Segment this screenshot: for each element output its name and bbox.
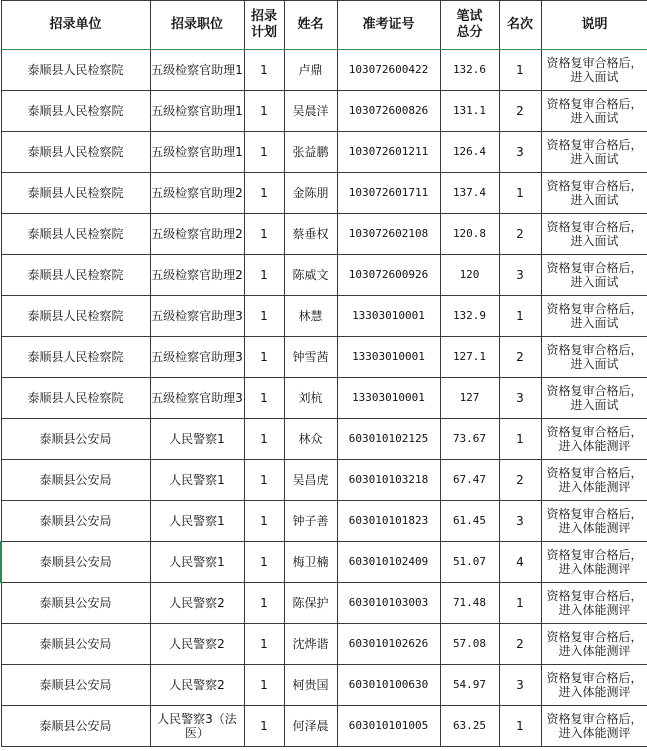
cell-plan: 1 — [244, 460, 284, 501]
cell-plan: 1 — [244, 665, 284, 706]
header-score — [440, 1, 499, 50]
cell-plan: 1 — [244, 542, 284, 583]
cell-score: 51.07 — [440, 542, 499, 583]
cell-note: 资格复审合格后，进入面试 — [541, 337, 647, 378]
table-row — [1, 91, 647, 132]
cell-score: 120 — [440, 255, 499, 296]
cell-name: 陈威文 — [284, 255, 337, 296]
cell-rank: 2 — [499, 624, 541, 665]
cell-note: 资格复审合格后，进入体能测评 — [541, 501, 647, 542]
cell-rank: 1 — [499, 419, 541, 460]
cell-note: 资格复审合格后，进入面试 — [541, 50, 647, 91]
cell-score: 67.47 — [440, 460, 499, 501]
table-row — [1, 501, 647, 542]
cell-exam-no: 603010102125 — [337, 419, 440, 460]
cell-name: 吴晨洋 — [284, 91, 337, 132]
table-row — [1, 132, 647, 173]
cell-plan: 1 — [244, 173, 284, 214]
cell-exam-no: 103072601711 — [337, 173, 440, 214]
cell-name: 林众 — [284, 419, 337, 460]
cell-name: 何泽晨 — [284, 706, 337, 747]
cell-plan: 1 — [244, 91, 284, 132]
cell-plan: 1 — [244, 50, 284, 91]
cell-score: 131.1 — [440, 91, 499, 132]
cell-exam-no: 603010101005 — [337, 706, 440, 747]
cell-name: 柯贵国 — [284, 665, 337, 706]
cell-exam-no: 603010101823 — [337, 501, 440, 542]
cell-unit: 泰顺县人民检察院 — [1, 50, 150, 91]
cell-exam-no: 13303010001 — [337, 378, 440, 419]
cell-plan: 1 — [244, 501, 284, 542]
cell-rank: 1 — [499, 706, 541, 747]
cell-note: 资格复审合格后，进入体能测评 — [541, 460, 647, 501]
cell-note: 资格复审合格后，进入面试 — [541, 91, 647, 132]
cell-score: 57.08 — [440, 624, 499, 665]
cell-exam-no: 103072600926 — [337, 255, 440, 296]
cell-note: 资格复审合格后，进入面试 — [541, 255, 647, 296]
table-row — [1, 214, 647, 255]
cell-position: 人民警察2 — [150, 583, 244, 624]
cell-rank: 2 — [499, 91, 541, 132]
cell-exam-no: 103072602108 — [337, 214, 440, 255]
cell-name: 吴昌虎 — [284, 460, 337, 501]
cell-score: 132.6 — [440, 50, 499, 91]
header-unit: 招录单位 — [1, 1, 150, 50]
cell-unit: 泰顺县公安局 — [1, 460, 150, 501]
cell-score: 132.9 — [440, 296, 499, 337]
cell-note: 资格复审合格后，进入体能测评 — [541, 665, 647, 706]
cell-position: 人民警察3（法医） — [150, 706, 244, 747]
cell-exam-no: 603010102626 — [337, 624, 440, 665]
table-row — [1, 583, 647, 624]
table-row — [1, 419, 647, 460]
cell-rank: 3 — [499, 501, 541, 542]
cell-rank: 3 — [499, 132, 541, 173]
table-row — [1, 542, 647, 583]
cell-name: 刘杭 — [284, 378, 337, 419]
cell-name: 蔡垂权 — [284, 214, 337, 255]
cell-name: 钟雪茜 — [284, 337, 337, 378]
cell-exam-no: 103072600826 — [337, 91, 440, 132]
cell-score: 61.45 — [440, 501, 499, 542]
cell-plan: 1 — [244, 255, 284, 296]
cell-plan: 1 — [244, 419, 284, 460]
table-row — [1, 337, 647, 378]
cell-exam-no: 603010103003 — [337, 583, 440, 624]
cell-exam-no: 603010102409 — [337, 542, 440, 583]
cell-note: 资格复审合格后，进入面试 — [541, 132, 647, 173]
cell-unit: 泰顺县公安局 — [1, 542, 150, 583]
cell-note: 资格复审合格后，进入体能测评 — [541, 583, 647, 624]
cell-rank: 3 — [499, 378, 541, 419]
header-plan — [244, 1, 284, 50]
cell-exam-no: 603010100630 — [337, 665, 440, 706]
cell-exam-no: 13303010001 — [337, 296, 440, 337]
cell-rank: 4 — [499, 542, 541, 583]
cell-rank: 1 — [499, 173, 541, 214]
cell-unit: 泰顺县人民检察院 — [1, 255, 150, 296]
cell-position: 五级检察官助理1 — [150, 91, 244, 132]
cell-unit: 泰顺县公安局 — [1, 501, 150, 542]
cell-plan: 1 — [244, 337, 284, 378]
cell-note: 资格复审合格后，进入体能测评 — [541, 706, 647, 747]
cell-score: 71.48 — [440, 583, 499, 624]
cell-position: 人民警察2 — [150, 665, 244, 706]
cell-position: 五级检察官助理3 — [150, 378, 244, 419]
table-row — [1, 706, 647, 747]
header-name: 姓名 — [284, 1, 337, 50]
header-note: 说明 — [541, 1, 647, 50]
cell-exam-no: 603010103218 — [337, 460, 440, 501]
cell-rank: 2 — [499, 337, 541, 378]
cell-note: 资格复审合格后，进入面试 — [541, 214, 647, 255]
cell-unit: 泰顺县人民检察院 — [1, 173, 150, 214]
cell-position: 人民警察1 — [150, 542, 244, 583]
cell-name: 卢鼎 — [284, 50, 337, 91]
table-row — [1, 378, 647, 419]
cell-plan: 1 — [244, 378, 284, 419]
cell-rank: 3 — [499, 665, 541, 706]
cell-name: 林慧 — [284, 296, 337, 337]
cell-name: 张益鹏 — [284, 132, 337, 173]
cell-position: 人民警察1 — [150, 419, 244, 460]
header-score-text: 笔试总分 — [456, 9, 483, 40]
cell-rank: 1 — [499, 296, 541, 337]
cell-score: 127.1 — [440, 337, 499, 378]
cell-score: 63.25 — [440, 706, 499, 747]
cell-position: 五级检察官助理2 — [150, 255, 244, 296]
cell-note: 资格复审合格后，进入体能测评 — [541, 542, 647, 583]
cell-unit: 泰顺县人民检察院 — [1, 91, 150, 132]
table-row — [1, 460, 647, 501]
cell-position: 五级检察官助理1 — [150, 50, 244, 91]
cell-score: 120.8 — [440, 214, 499, 255]
cell-rank: 2 — [499, 214, 541, 255]
cell-plan: 1 — [244, 214, 284, 255]
cell-plan: 1 — [244, 132, 284, 173]
cell-exam-no: 103072600422 — [337, 50, 440, 91]
header-plan-text: 招录计划 — [250, 9, 277, 40]
cell-rank: 3 — [499, 255, 541, 296]
table-row — [1, 255, 647, 296]
cell-note: 资格复审合格后，进入体能测评 — [541, 624, 647, 665]
cell-note: 资格复审合格后，进入面试 — [541, 173, 647, 214]
cell-position: 五级检察官助理2 — [150, 173, 244, 214]
cell-unit: 泰顺县人民检察院 — [1, 337, 150, 378]
cell-name: 沈烨谐 — [284, 624, 337, 665]
cell-score: 54.97 — [440, 665, 499, 706]
cell-rank: 1 — [499, 583, 541, 624]
cell-exam-no: 13303010001 — [337, 337, 440, 378]
cell-plan: 1 — [244, 296, 284, 337]
cell-exam-no: 103072601211 — [337, 132, 440, 173]
cell-score: 137.4 — [440, 173, 499, 214]
cell-score: 126.4 — [440, 132, 499, 173]
cell-unit: 泰顺县人民检察院 — [1, 132, 150, 173]
cell-unit: 泰顺县公安局 — [1, 419, 150, 460]
cell-position: 人民警察1 — [150, 460, 244, 501]
header-row — [1, 1, 647, 50]
cell-unit: 泰顺县公安局 — [1, 706, 150, 747]
header-rank: 名次 — [499, 1, 541, 50]
table-row — [1, 665, 647, 706]
cell-position: 五级检察官助理3 — [150, 296, 244, 337]
header-position: 招录职位 — [150, 1, 244, 50]
cell-rank: 2 — [499, 460, 541, 501]
cell-note: 资格复审合格后，进入面试 — [541, 296, 647, 337]
cell-plan: 1 — [244, 706, 284, 747]
cell-unit: 泰顺县人民检察院 — [1, 296, 150, 337]
cell-name: 陈保护 — [284, 583, 337, 624]
cell-score: 73.67 — [440, 419, 499, 460]
table-row — [1, 624, 647, 665]
header-exam-no: 准考证号 — [337, 1, 440, 50]
cell-unit: 泰顺县公安局 — [1, 665, 150, 706]
cell-plan: 1 — [244, 583, 284, 624]
cell-position: 人民警察1 — [150, 501, 244, 542]
cell-name: 梅卫楠 — [284, 542, 337, 583]
cell-rank: 1 — [499, 50, 541, 91]
cell-unit: 泰顺县公安局 — [1, 583, 150, 624]
cell-name: 钟子善 — [284, 501, 337, 542]
cell-unit: 泰顺县人民检察院 — [1, 214, 150, 255]
cell-name: 金陈朋 — [284, 173, 337, 214]
table-row — [1, 173, 647, 214]
cell-score: 127 — [440, 378, 499, 419]
cell-note: 资格复审合格后，进入体能测评 — [541, 419, 647, 460]
cell-position: 人民警察2 — [150, 624, 244, 665]
table-row — [1, 50, 647, 91]
cell-position: 五级检察官助理1 — [150, 132, 244, 173]
cell-position: 五级检察官助理3 — [150, 337, 244, 378]
cell-position: 五级检察官助理2 — [150, 214, 244, 255]
cell-unit: 泰顺县公安局 — [1, 624, 150, 665]
cell-note: 资格复审合格后，进入面试 — [541, 378, 647, 419]
cell-unit: 泰顺县人民检察院 — [1, 378, 150, 419]
cell-plan: 1 — [244, 624, 284, 665]
table-row — [1, 296, 647, 337]
